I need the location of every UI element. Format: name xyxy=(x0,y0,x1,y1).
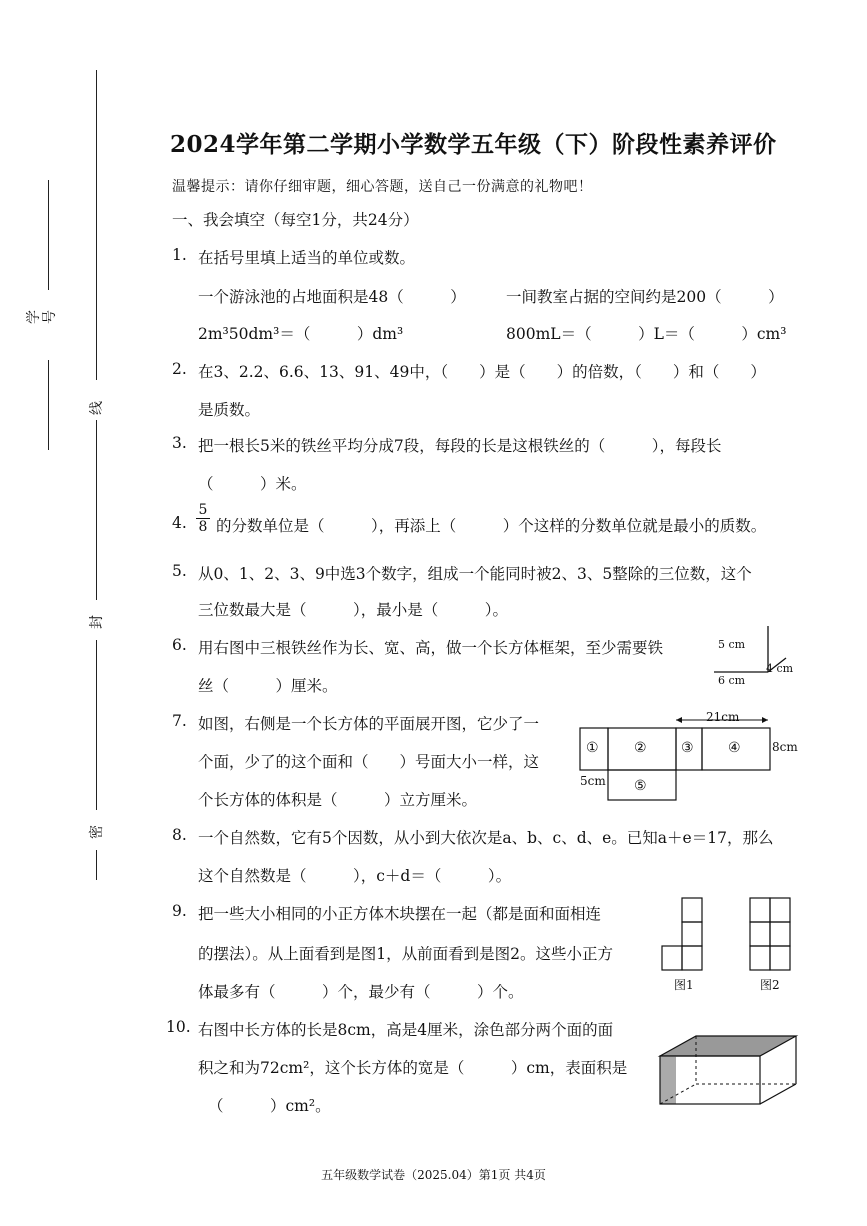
question-2-line-1: 在3、2.2、6.6、13、91、49中，（ ）是（ ）的倍数，（ ）和（ ） xyxy=(198,363,766,381)
question-10-line-1: 右图中长方体的长是8cm，高是4厘米，涂色部分两个面的面 xyxy=(198,1021,614,1039)
question-number: 3. xyxy=(172,434,187,452)
fraction-denominator: 8 xyxy=(198,519,208,535)
net-top-label: 21cm xyxy=(706,710,740,724)
cuboid-drawing xyxy=(656,1030,806,1110)
question-9-line-3: 体最多有（ ）个，最少有（ ）个。 xyxy=(198,983,524,1001)
page-title: 2024学年第二学期小学数学五年级（下）阶段性素养评价 xyxy=(170,131,777,158)
wire-figure-drawing xyxy=(700,620,810,695)
face-5-label: ⑤ xyxy=(634,778,647,794)
question-3-line-1: 把一根长5米的铁丝平均分成7段，每段的长是这根铁丝的（ ），每段长 xyxy=(198,437,722,455)
page-footer: 五年级数学试卷（2025.04）第1页 共4页 xyxy=(321,1168,546,1182)
question-10-line-3: （ ）cm²。 xyxy=(208,1097,331,1115)
student-id-underline-2 xyxy=(48,360,49,450)
face-4-label: ④ xyxy=(728,740,741,756)
question-6-line-2: 丝（ ）厘米。 xyxy=(198,677,338,695)
question-6-line-1: 用右图中三根铁丝作为长、宽、高，做一个长方体框架，至少需要铁 xyxy=(198,639,664,657)
binding-mark-line: 线 xyxy=(89,401,105,415)
fraction-numerator: 5 xyxy=(196,502,210,519)
question-8-line-1: 一个自然数，它有5个因数，从小到大依次是a、b、c、d、e。已知a＋e＝17，那么 xyxy=(198,829,774,847)
question-9-line-2: 的摆法）。从上面看到是图1，从前面看到是图2。这些小正方 xyxy=(198,945,613,963)
question-7-line-2: 个面，少了的这个面和（ ）号面大小一样，这 xyxy=(198,753,540,771)
question-1-a: 一个游泳池的占地面积是48（ ） xyxy=(198,288,466,306)
exam-tip: 温馨提示：请你仔细审题，细心答题，送自己一份满意的礼物吧！ xyxy=(172,179,593,195)
question-8-line-2: 这个自然数是（ ），c＋d＝（ ）。 xyxy=(198,867,512,885)
question-3-line-2: （ ）米。 xyxy=(198,475,307,493)
cuboid-figure xyxy=(656,1030,806,1110)
wire-width-label: 4 cm xyxy=(766,662,794,675)
question-number: 8. xyxy=(172,826,187,844)
question-number: 7. xyxy=(172,712,187,730)
question-number: 1. xyxy=(172,246,187,264)
question-5-line-1: 从0、1、2、3、9中选3个数字，组成一个能同时被2、3、5整除的三位数，这个 xyxy=(198,565,752,583)
question-1-stem: 在括号里填上适当的单位或数。 xyxy=(198,249,416,267)
student-id-label: 学号 xyxy=(26,310,58,324)
face-3-label: ③ xyxy=(681,740,694,756)
question-9-line-1: 把一些大小相同的小正方体木块摆在一起（都是面和面相连 xyxy=(198,905,602,923)
wire-height-label: 5 cm xyxy=(718,638,746,651)
question-1-b: 一间教室占据的空间约是200（ ） xyxy=(506,288,784,306)
question-number: 2. xyxy=(172,360,187,378)
question-5-line-2: 三位数最大是（ ），最小是（ ）。 xyxy=(198,601,509,619)
binding-line-mid2 xyxy=(96,640,97,810)
question-2-line-2: 是质数。 xyxy=(198,401,261,419)
net-figure-drawing xyxy=(578,708,800,808)
student-id-underline-1 xyxy=(48,180,49,290)
question-7-line-3: 个长方体的体积是（ ）立方厘米。 xyxy=(198,791,478,809)
question-10-line-2: 积之和为72cm²，这个长方体的宽是（ ）cm，表面积是 xyxy=(198,1059,628,1077)
question-7-line-1: 如图，右侧是一个长方体的平面展开图，它少了一 xyxy=(198,715,540,733)
wire-length-label: 6 cm xyxy=(718,674,746,687)
binding-line-bottom xyxy=(96,850,97,880)
binding-line-mid1 xyxy=(96,420,97,600)
binding-mark-seal: 封 xyxy=(89,615,105,629)
question-1-c: 2m³50dm³＝（ ）dm³ xyxy=(198,325,404,343)
view-figures xyxy=(656,892,806,992)
binding-line-top xyxy=(96,70,97,380)
question-1-d: 800mL＝（ ）L＝（ ）cm³ xyxy=(506,325,787,343)
face-1-label: ① xyxy=(586,740,599,756)
net-right-label: 8cm xyxy=(772,740,798,754)
net-left-label: 5cm xyxy=(580,774,606,788)
question-number: 5. xyxy=(172,562,187,580)
wire-figure xyxy=(700,620,810,695)
question-number: 6. xyxy=(172,636,187,654)
figure-2-caption: 图2 xyxy=(760,978,780,992)
face-2-label: ② xyxy=(634,740,647,756)
question-4-line-1: 的分数单位是（ ），再添上（ ）个这样的分数单位就是最小的质数。 xyxy=(216,517,767,535)
question-number: 10. xyxy=(166,1018,191,1036)
figure-1-caption: 图1 xyxy=(674,978,694,992)
question-number: 9. xyxy=(172,902,187,920)
section-title: 一、我会填空（每空1分，共24分） xyxy=(172,211,419,229)
question-4-fraction xyxy=(196,502,210,535)
binding-mark-dense: 密 xyxy=(89,825,105,839)
net-figure xyxy=(578,708,800,808)
question-number: 4. xyxy=(172,514,187,532)
